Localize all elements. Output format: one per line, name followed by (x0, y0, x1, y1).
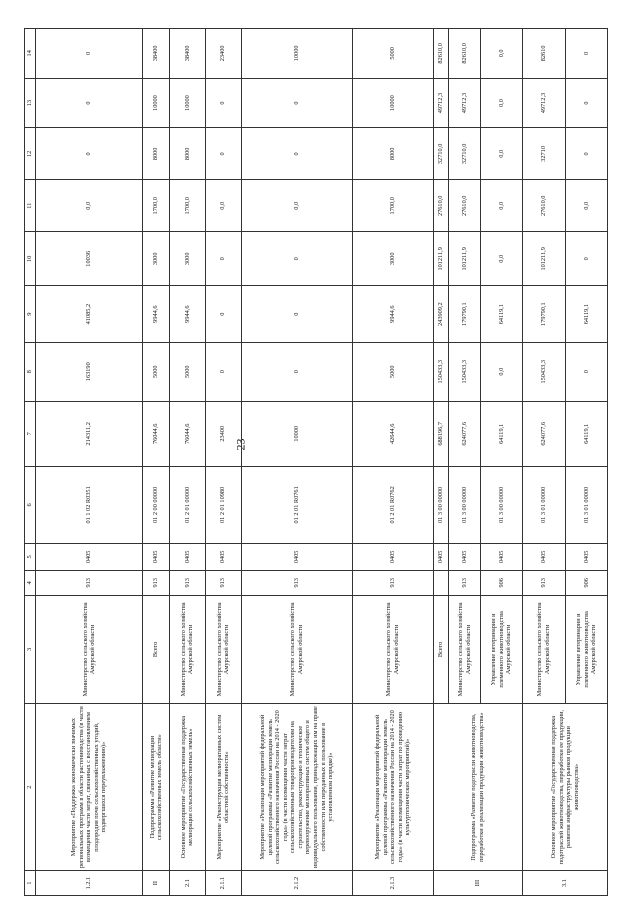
budget-table (24, 28, 608, 896)
row-id: 2.1.3 (353, 871, 433, 896)
table-row (36, 29, 143, 896)
row-y2014: 5000 (353, 342, 433, 401)
row-ministry: Управление ветеринарии и племенного животноводства Амурской области (565, 595, 607, 703)
row-rzpr: 0405 (480, 543, 522, 570)
row-y2020: 38400 (170, 29, 206, 79)
row-grbs: 913 (36, 570, 143, 595)
row-y2019: 10000 (143, 78, 170, 128)
row-y2014: 150433,3 (433, 342, 449, 401)
table-row (353, 29, 433, 896)
row-y2017: 1700,0 (143, 180, 170, 232)
row-y2015: 64119,1 (480, 286, 522, 342)
row-y2020: 82610,0 (433, 29, 449, 79)
row-y2016: 0,0 (480, 232, 522, 286)
row-y2018: 32710,0 (449, 128, 480, 180)
col-header-7: 7 (25, 401, 36, 466)
row-y2019: 0 (205, 78, 241, 128)
row-y2018: 32710,0 (433, 128, 449, 180)
row-y2016: 101211,9 (449, 232, 480, 286)
row-y2017: 0,0 (36, 180, 143, 232)
col-header-5: 5 (25, 543, 36, 570)
row-y2018: 8000 (143, 128, 170, 180)
row-grbs: 913 (241, 570, 353, 595)
row-ministry: Министерство сельского хозяйства Амурской области (36, 595, 143, 703)
table-row (205, 29, 241, 896)
row-csr: 01 2 01 00000 (170, 467, 206, 544)
row-rzpr: 0405 (241, 543, 353, 570)
rotated-sheet (24, 28, 608, 896)
row-total: 624077,6 (523, 401, 565, 466)
row-rzpr: 0405 (143, 543, 170, 570)
row-y2016: 10036 (36, 232, 143, 286)
row-y2018: 0 (565, 128, 607, 180)
row-total: 76044,6 (143, 401, 170, 466)
row-total: 64119,1 (565, 401, 607, 466)
row-y2020: 5000 (353, 29, 433, 79)
col-header-12: 12 (25, 128, 36, 180)
row-y2020: 23400 (205, 29, 241, 79)
row-total: 76044,6 (170, 401, 206, 466)
row-name: Основное мероприятие «Государственная поддержка мелиорации сельскохозяйственных земель» (170, 704, 206, 871)
row-csr: 01 3 00 00000 (433, 467, 449, 544)
row-y2016: 3000 (170, 232, 206, 286)
row-rzpr: 0405 (170, 543, 206, 570)
row-rzpr: 0405 (449, 543, 480, 570)
row-total: 214311,2 (36, 401, 143, 466)
page-number: 23 (233, 438, 248, 451)
row-y2016: 3000 (353, 232, 433, 286)
row-total: 624077,6 (449, 401, 480, 466)
row-csr: 01 3 00 00000 (480, 467, 522, 544)
row-y2017: 0,0 (480, 180, 522, 232)
row-y2020: 0 (565, 29, 607, 79)
row-id: II (143, 871, 170, 896)
row-y2014: 0 (241, 342, 353, 401)
row-csr: 01 3 01 00000 (565, 467, 607, 544)
row-csr: 01 3 00 00000 (449, 467, 480, 544)
row-y2018: 0 (36, 128, 143, 180)
row-y2015: 0 (241, 286, 353, 342)
row-grbs: 913 (353, 570, 433, 595)
row-y2015: 9944,6 (353, 286, 433, 342)
row-y2015: 41085,2 (36, 286, 143, 342)
row-grbs (433, 570, 449, 595)
col-header-11: 11 (25, 180, 36, 232)
row-grbs: 906 (565, 570, 607, 595)
row-y2015: 64119,1 (565, 286, 607, 342)
row-y2014: 163190 (36, 342, 143, 401)
row-y2017: 0,0 (205, 180, 241, 232)
row-y2019: 0,0 (480, 78, 522, 128)
row-y2020: 38400 (143, 29, 170, 79)
row-y2019: 49712,3 (523, 78, 565, 128)
row-total: 64119,1 (480, 401, 522, 466)
row-y2020: 0 (36, 29, 143, 79)
col-header-13: 13 (25, 78, 36, 128)
table-row (241, 29, 353, 896)
row-y2018: 0 (241, 128, 353, 180)
row-name: Мероприятие «Реализация мероприятий федеральной целевой программы «Развитие мелиорации земель сельскохозяйственного назначения России на 2014 - 2020 годы» (в части возмещения части затрат сельскохозяйственным товаропроизводителям на строительство, реконструкцию и техническое перевооружение мелиоративных систем общего и индивидуального пользования, принадлежащих им на праве собственности или переданных в пользование в установленном порядке)» (241, 704, 353, 871)
row-y2015: 243909,2 (433, 286, 449, 342)
row-id: 2.1 (170, 871, 206, 896)
row-ministry: Всего (433, 595, 449, 703)
row-ministry: Министерство сельского хозяйства Амурской области (241, 595, 353, 703)
row-ministry: Министерство сельского хозяйства Амурской области (205, 595, 241, 703)
table-row (170, 29, 206, 896)
row-y2018: 0,0 (480, 128, 522, 180)
row-y2018: 0 (205, 128, 241, 180)
header-row (25, 29, 36, 896)
row-y2016: 0 (205, 232, 241, 286)
col-header-4: 4 (25, 570, 36, 595)
table-row (433, 29, 449, 896)
col-header-1: 1 (25, 871, 36, 896)
row-y2019: 0 (241, 78, 353, 128)
row-y2017: 27610,0 (433, 180, 449, 232)
row-total: 688196,7 (433, 401, 449, 466)
row-y2014: 0 (565, 342, 607, 401)
row-rzpr: 0405 (433, 543, 449, 570)
row-y2014: 5000 (170, 342, 206, 401)
row-y2017: 0,0 (565, 180, 607, 232)
row-rzpr: 0405 (36, 543, 143, 570)
col-header-14: 14 (25, 29, 36, 79)
row-y2020: 82610,0 (449, 29, 480, 79)
row-id: III (433, 871, 522, 896)
row-y2017: 27610,0 (449, 180, 480, 232)
row-grbs: 913 (205, 570, 241, 595)
row-grbs: 913 (523, 570, 565, 595)
row-id: 2.1.1 (205, 871, 241, 896)
row-total: 10000 (241, 401, 353, 466)
col-header-9: 9 (25, 286, 36, 342)
row-y2014: 5000 (143, 342, 170, 401)
row-id: 3.1 (523, 871, 608, 896)
table-row (143, 29, 170, 896)
row-y2014: 150433,3 (449, 342, 480, 401)
row-y2016: 3000 (143, 232, 170, 286)
row-id: 2.1.2 (241, 871, 353, 896)
row-ministry: Министерство сельского хозяйства Амурской области (449, 595, 480, 703)
row-y2020: 82610 (523, 29, 565, 79)
row-y2017: 0,0 (241, 180, 353, 232)
row-y2019: 0 (565, 78, 607, 128)
col-header-3: 3 (25, 595, 36, 703)
row-name: Мероприятие «Реализация мероприятий федеральной целевой программы «Развитие мелиорации земель сельскохозяйственного назначения России на 2014 - 2020 годы» (в части возмещения части затрат по проведению культуртехнических мероприятий)» (353, 704, 433, 871)
row-y2015: 9944,6 (143, 286, 170, 342)
row-y2016: 101211,9 (433, 232, 449, 286)
row-y2015: 9944,6 (170, 286, 206, 342)
row-y2020: 0,0 (480, 29, 522, 79)
row-csr: 01 2 01 R0761 (241, 467, 353, 544)
row-y2017: 1700,0 (170, 180, 206, 232)
row-name: Мероприятие «Поддержка экономически значимых региональных программ в области растениеводства (в части возмещения части затрат, связанных с восстановлением плодородия почв сельскохозяйственных угодий, подвергшихся переувлажнению)» (36, 704, 143, 871)
row-id: 1.2.1 (36, 871, 143, 896)
row-ministry: Управление ветеринарии и племенного животноводства Амурской области (480, 595, 522, 703)
row-csr: 01 2 00 00000 (143, 467, 170, 544)
col-header-2: 2 (25, 704, 36, 871)
row-y2018: 32710 (523, 128, 565, 180)
row-grbs: 913 (170, 570, 206, 595)
row-y2014: 0,0 (480, 342, 522, 401)
row-y2019: 0 (36, 78, 143, 128)
row-total: 42644,6 (353, 401, 433, 466)
row-name: Подпрограмма «Развитие подотрасли животноводства, переработки и реализации продукции животноводства» (433, 704, 522, 871)
row-y2016: 0 (241, 232, 353, 286)
row-total: 23400 (205, 401, 241, 466)
row-y2019: 10000 (353, 78, 433, 128)
row-y2015: 179790,1 (449, 286, 480, 342)
row-y2019: 49712,3 (449, 78, 480, 128)
row-y2018: 8000 (353, 128, 433, 180)
row-y2014: 0 (205, 342, 241, 401)
row-grbs: 913 (143, 570, 170, 595)
col-header-6: 6 (25, 467, 36, 544)
table-row (523, 29, 565, 896)
row-grbs: 906 (480, 570, 522, 595)
row-y2015: 0 (205, 286, 241, 342)
row-y2019: 10000 (170, 78, 206, 128)
row-ministry: Всего (143, 595, 170, 703)
row-rzpr: 0405 (353, 543, 433, 570)
row-rzpr: 0405 (523, 543, 565, 570)
row-csr: 01 3 01 00000 (523, 467, 565, 544)
row-y2017: 1700,0 (353, 180, 433, 232)
col-header-8: 8 (25, 342, 36, 401)
row-y2018: 8000 (170, 128, 206, 180)
row-ministry: Министерство сельского хозяйства Амурской области (353, 595, 433, 703)
row-y2016: 101211,9 (523, 232, 565, 286)
row-ministry: Министерство сельского хозяйства Амурской области (523, 595, 565, 703)
row-y2015: 179790,1 (523, 286, 565, 342)
row-grbs: 913 (449, 570, 480, 595)
row-y2017: 27610,0 (523, 180, 565, 232)
row-csr: 01 1 02 R0351 (36, 467, 143, 544)
row-rzpr: 0405 (565, 543, 607, 570)
row-y2014: 150433,3 (523, 342, 565, 401)
row-y2019: 49712,3 (433, 78, 449, 128)
col-header-10: 10 (25, 232, 36, 286)
row-ministry: Министерство сельского хозяйства Амурской области (170, 595, 206, 703)
row-csr: 01 2 01 10980 (205, 467, 241, 544)
row-y2016: 0 (565, 232, 607, 286)
row-y2020: 10000 (241, 29, 353, 79)
row-csr: 01 2 01 R0762 (353, 467, 433, 544)
row-name: Основное мероприятие «Государственная поддержка подотраслей животноводства, переработки ее продукции, развития инфраструктуры рынков продукции животноводства» (523, 704, 608, 871)
row-name: Мероприятие «Реконструкция мелиоративных систем областной собственности» (205, 704, 241, 871)
row-name: Подпрограмма «Развитие мелиорации сельскохозяйственных земель области» (143, 704, 170, 871)
row-rzpr: 0405 (205, 543, 241, 570)
